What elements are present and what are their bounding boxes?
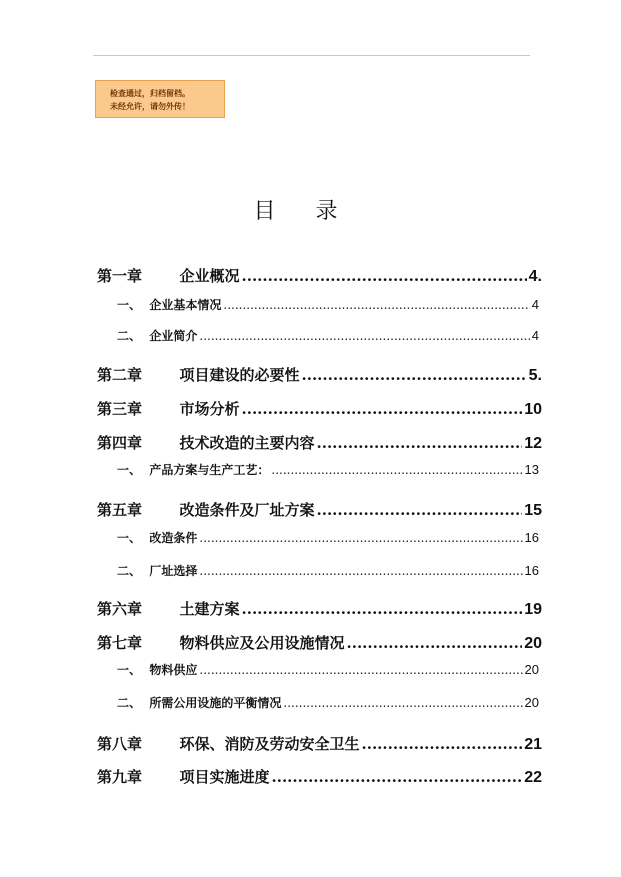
toc-entry-page: 4 [531, 297, 539, 312]
dot-leader [272, 768, 523, 786]
toc-entry-number: 一、 [117, 663, 142, 677]
toc-entry-number: 一、 [117, 298, 142, 312]
dot-leader [271, 463, 522, 477]
toc-entry-text: 技术改造的主要内容 [179, 434, 315, 452]
toc-entry-page: 16 [524, 530, 539, 545]
toc-entry[interactable] [97, 598, 542, 619]
notice-stamp [95, 80, 225, 118]
toc-entry-page: 5. [528, 367, 542, 384]
toc-entry-number: 一、 [117, 463, 142, 477]
toc-entry[interactable] [117, 327, 539, 344]
toc-entry[interactable] [97, 733, 542, 754]
dot-leader [242, 267, 527, 285]
toc-entry-number: 第二章 [97, 366, 143, 384]
dot-leader [242, 600, 523, 618]
toc-entry-number: 二、 [117, 564, 142, 578]
toc-entry-page: 19 [524, 601, 542, 618]
toc-entry[interactable] [97, 432, 542, 453]
toc-entry-number: 第四章 [97, 434, 143, 452]
dot-leader [199, 329, 529, 343]
toc-entry-text: 企业概况 [179, 267, 240, 285]
dot-leader [302, 366, 527, 384]
dot-leader [199, 564, 522, 578]
dot-leader [242, 400, 523, 418]
toc-entry[interactable] [117, 562, 539, 579]
toc-entry-text: 环保、消防及劳动安全卫生 [179, 735, 360, 753]
toc-entry[interactable] [117, 694, 539, 711]
toc-entry-number: 第三章 [97, 400, 143, 418]
toc-entry-text: 项目实施进度 [179, 768, 270, 786]
notice-line-2: 未经允许，请勿外传！ [110, 102, 190, 111]
toc-entry[interactable] [97, 265, 542, 286]
toc-entry-page: 15 [524, 502, 542, 519]
toc-entry-page: 13 [524, 462, 539, 477]
toc-entry[interactable] [117, 461, 539, 478]
dot-leader [283, 696, 522, 710]
toc-entry[interactable] [97, 766, 542, 787]
toc-entry-number: 二、 [117, 329, 142, 343]
toc-entry-number: 第八章 [97, 735, 143, 753]
toc-entry-text: 企业基本情况 [149, 298, 222, 312]
header-rule [93, 55, 530, 56]
toc-entry-text: 物料供应及公用设施情况 [179, 634, 345, 652]
toc-entry-page: 10 [524, 401, 542, 418]
notice-line-1: 检查通过，归档留档。 [110, 89, 190, 98]
toc-entry-page: 20 [524, 695, 539, 710]
toc-entry-text: 厂址选择 [149, 564, 198, 578]
toc-title: 目录 [253, 199, 378, 224]
toc-entry[interactable] [97, 632, 542, 653]
toc-entry-text: 改造条件及厂址方案 [179, 501, 315, 519]
dot-leader [317, 501, 523, 519]
dot-leader [347, 634, 523, 652]
toc-entry-number: 一、 [117, 531, 142, 545]
toc-entry-page: 20 [524, 662, 539, 677]
dot-leader [199, 663, 522, 677]
toc-entry[interactable] [97, 499, 542, 520]
toc-entry-page: 12 [524, 435, 542, 452]
toc-entry-number: 第一章 [97, 267, 143, 285]
toc-entry-text: 改造条件 [149, 531, 198, 545]
toc-entry-text: 产品方案与生产工艺： [149, 463, 270, 477]
toc-entry[interactable] [117, 661, 539, 678]
toc-entry-page: 4. [528, 268, 542, 285]
toc-entry-number: 第七章 [97, 634, 143, 652]
toc-entry-text: 物料供应 [149, 663, 198, 677]
dot-leader [199, 531, 522, 545]
toc-entry-number: 第五章 [97, 501, 143, 519]
toc-entry-number: 第六章 [97, 600, 143, 618]
toc-entry-page: 21 [524, 736, 542, 753]
dot-leader [223, 298, 529, 312]
toc-entry[interactable] [97, 364, 542, 385]
toc-entry-text: 项目建设的必要性 [179, 366, 300, 384]
toc-entry-page: 16 [524, 563, 539, 578]
toc-entry[interactable] [97, 398, 542, 419]
toc-entry-number: 二、 [117, 696, 142, 710]
toc-entry-text: 所需公用设施的平衡情况 [149, 696, 282, 710]
toc-entry-number: 第九章 [97, 768, 143, 786]
toc-entry[interactable] [117, 296, 539, 313]
toc-entry-text: 土建方案 [179, 600, 240, 618]
toc-entry-page: 22 [524, 769, 542, 786]
dot-leader [317, 434, 523, 452]
toc-entry[interactable] [117, 529, 539, 546]
toc-entry-page: 20 [524, 635, 542, 652]
toc-entry-text: 市场分析 [179, 400, 240, 418]
toc-entry-text: 企业简介 [149, 329, 198, 343]
toc-entry-page: 4 [531, 328, 539, 343]
dot-leader [362, 735, 523, 753]
